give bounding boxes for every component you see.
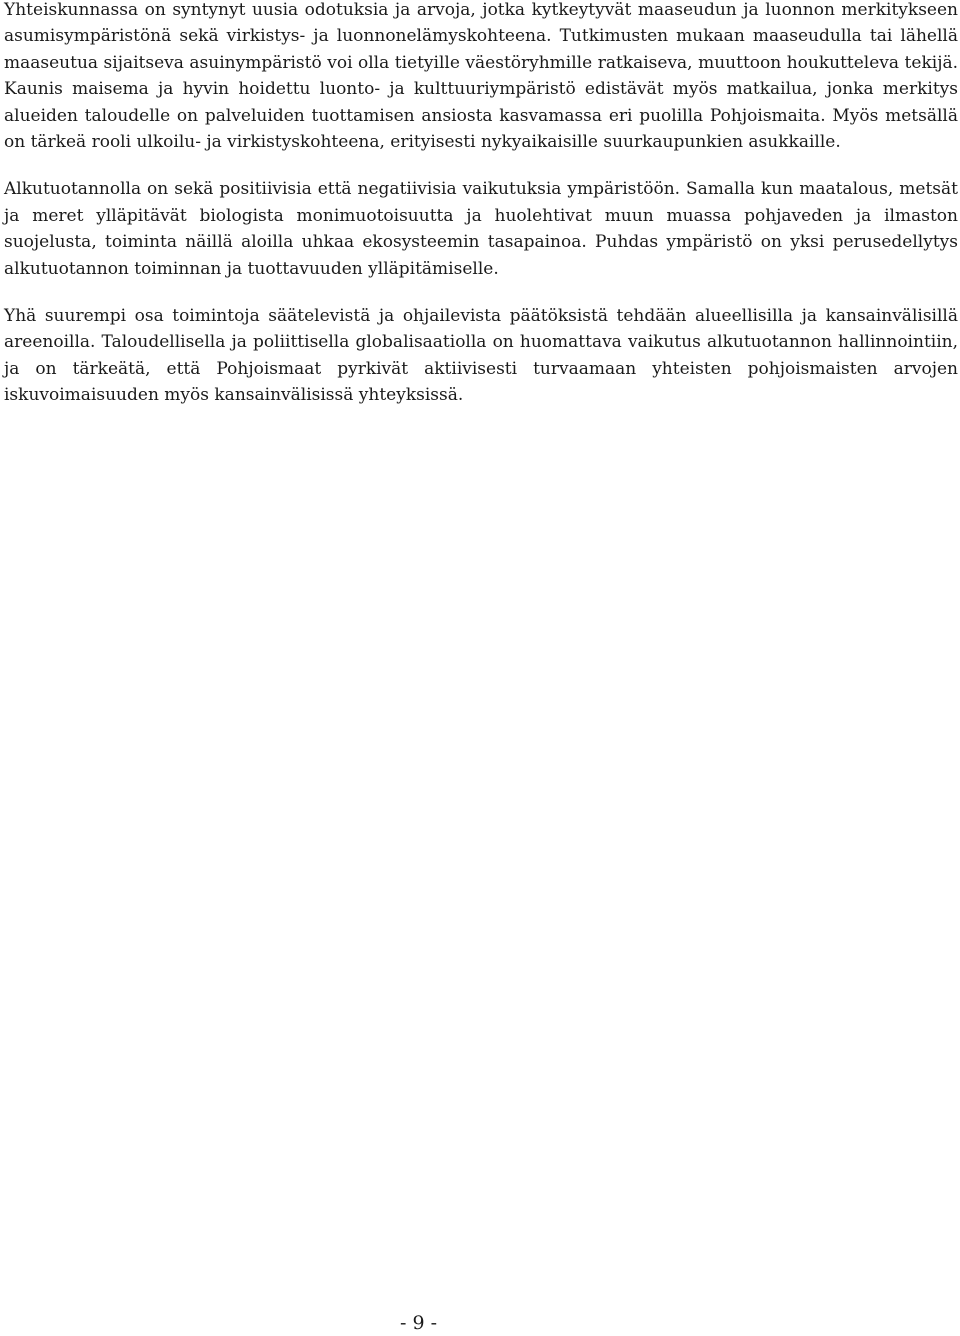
document-page (4, 0, 958, 1336)
page-number: - 9 - (400, 1312, 438, 1334)
paragraph-international-decisions: Yhä suurempi osa toimintoja säätelevistä ja ohjailevista päätöksistä tehdään alueellisilla ja kansainvälisillä areenoilla. Taloudellisella ja poliittisella globalisaatiolla on huomattava vaikutus alkutuotannon hallinnointiin, ja on tärkeätä, että Pohjoismaat pyrkivät aktiivisesti turvaamaan yhteisten pohjoismaisten arvojen iskuvoimaisuuden myös kansainvälisissä yhteyksissä. (4, 306, 958, 406)
paragraph-primary-production-environment: Alkutuotannolla on sekä positiivisia että negatiivisia vaikutuksia ympäristöön. Samalla kun maatalous, metsät ja meret ylläpitävät biologista monimuotoisuutta ja huolehtivat muun muassa pohjaveden ja ilmaston suojelusta, toiminta näillä aloilla uhkaa ekosysteemin tasapainoa. Puhdas ympäristö on yksi perusedellytys alkutuotannon toiminnan ja tuottavuuden ylläpitämiselle. (4, 179, 958, 279)
paragraph-rural-values: Yhteiskunnassa on syntynyt uusia odotuksia ja arvoja, jotka kytkeytyvät maaseudun ja luonnon merkitykseen asumisympäristönä sekä virkistys- ja luonnonelämyskohteena. Tutkimusten mukaan maaseudulla tai lähellä maaseutua sijaitseva asuinympäristö voi olla tietyille väestöryhmille ratkaiseva, muuttoon houkutteleva tekijä. Kaunis maisema ja hyvin hoidettu luonto- ja kulttuuriympäristö edistävät myös matkailua, jonka merkitys alueiden taloudelle on palveluiden tuottamisen ansiosta kasvamassa eri puolilla Pohjoismaita. Myös metsällä on tärkeä rooli ulkoilu- ja virkistyskohteena, erityisesti nykyaikaisille suurkaupunkien asukkaille. (4, 0, 958, 153)
